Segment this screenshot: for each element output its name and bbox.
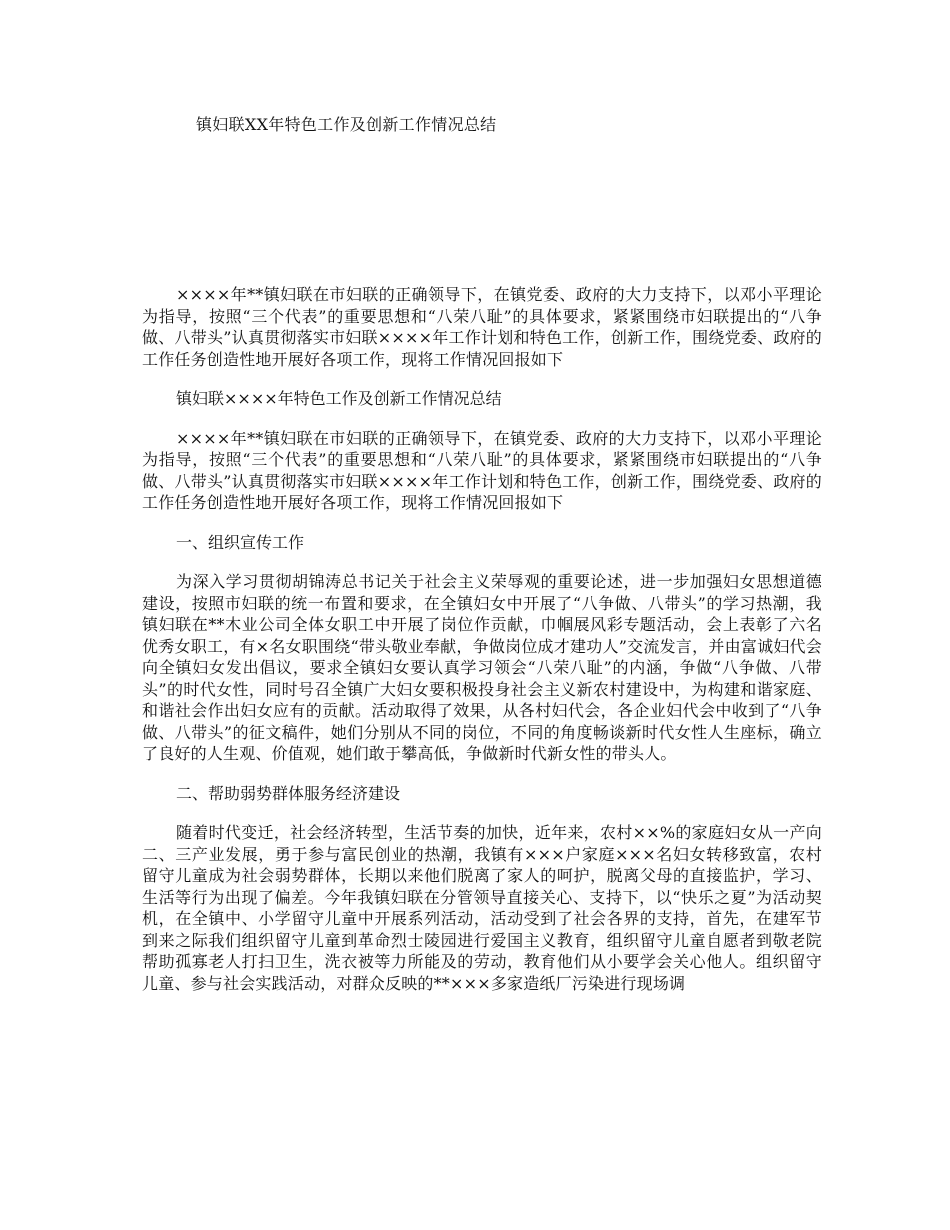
- section-heading-2: 二、帮助弱势群体服务经济建设: [176, 783, 401, 803]
- section-paragraph-2: 随着时代变迁，社会经济转型，生活节奏的加快，近年来，农村××%的家庭妇女从一产向二、三产业发展，勇于参与富民创业的热潮，我镇有×××户家庭×××名妇女转移致富，农村留守儿童成为社会弱势群体，长期以来他们脱离了家人的呵护，脱离父母的直接监护，学习、生活等行为出现了偏差。今年我镇妇联在分管领导直接关心、支持下，以“快乐之夏”为活动契机，在全镇中、小学留守儿童中开展系列活动，活动受到了社会各界的支持，首先，在建军节到来之际我们组织留守儿童到革命烈士陵园进行爱国主义教育，组织留守儿童自愿者到敬老院帮助孤寡老人打扫卫生，洗衣被等力所能及的劳动，教育他们从小要学会关心他人。组织留守儿童、参与社会实践活动，对群众反映的**×××多家造纸厂污染进行现场调: [142, 823, 822, 993]
- intro-paragraph: ××××年**镇妇联在市妇联的正确领导下，在镇党委、政府的大力支持下，以邓小平理论为指导，按照“三个代表”的重要思想和“八荣八耻”的具体要求，紧紧围绕市妇联提出的“八争做、八带头”认真贯彻落实市妇联××××年工作计划和特色工作，创新工作，围绕党委、政府的工作任务创造性地开展好各项工作，现将工作情况回报如下: [142, 285, 822, 369]
- section-heading-1: 一、组织宣传工作: [176, 532, 305, 552]
- intro-paragraph-repeat: ××××年**镇妇联在市妇联的正确领导下，在镇党委、政府的大力支持下，以邓小平理论为指导，按照“三个代表”的重要思想和“八荣八耻”的具体要求，紧紧围绕市妇联提出的“八争做、八带头”认真贯彻落实市妇联××××年工作计划和特色工作，创新工作，围绕党委、政府的工作任务创造性地开展好各项工作，现将工作情况回报如下: [142, 428, 822, 512]
- section-paragraph-1: 为深入学习贯彻胡锦涛总书记关于社会主义荣辱观的重要论述，进一步加强妇女思想道德建设，按照市妇联的统一布置和要求，在全镇妇女中开展了“八争做、八带头”的学习热潮，我镇妇联在**木业公司全体女职工中开展了岗位作贡献，巾帼展风彩专题活动，会上表彰了六名优秀女职工，有×名女职围绕“带头敬业奉献，争做岗位成才建功人”交流发言，并由富诚妇代会向全镇妇女发出倡议，要求全镇妇女要认真学习领会“八荣八耻”的内涵，争做“八争做、八带头”的时代女性，同时号召全镇广大妇女要积极投身社会主义新农村建设中，为构建和谐家庭、和谐社会作出妇女应有的贡献。活动取得了效果，从各村妇代会，各企业妇代会中收到了“八争做、八带头”的征文稿件，她们分别从不同的岗位，不同的角度畅谈新时代女性人生座标，确立了良好的人生观、价值观，她们敢于攀高低，争做新时代新女性的带头人。: [142, 572, 822, 763]
- document-title: 镇妇联XX年特色工作及创新工作情况总结: [196, 115, 497, 134]
- document-body: [142, 284, 822, 1012]
- document-subtitle: 镇妇联××××年特色工作及创新工作情况总结: [176, 389, 502, 408]
